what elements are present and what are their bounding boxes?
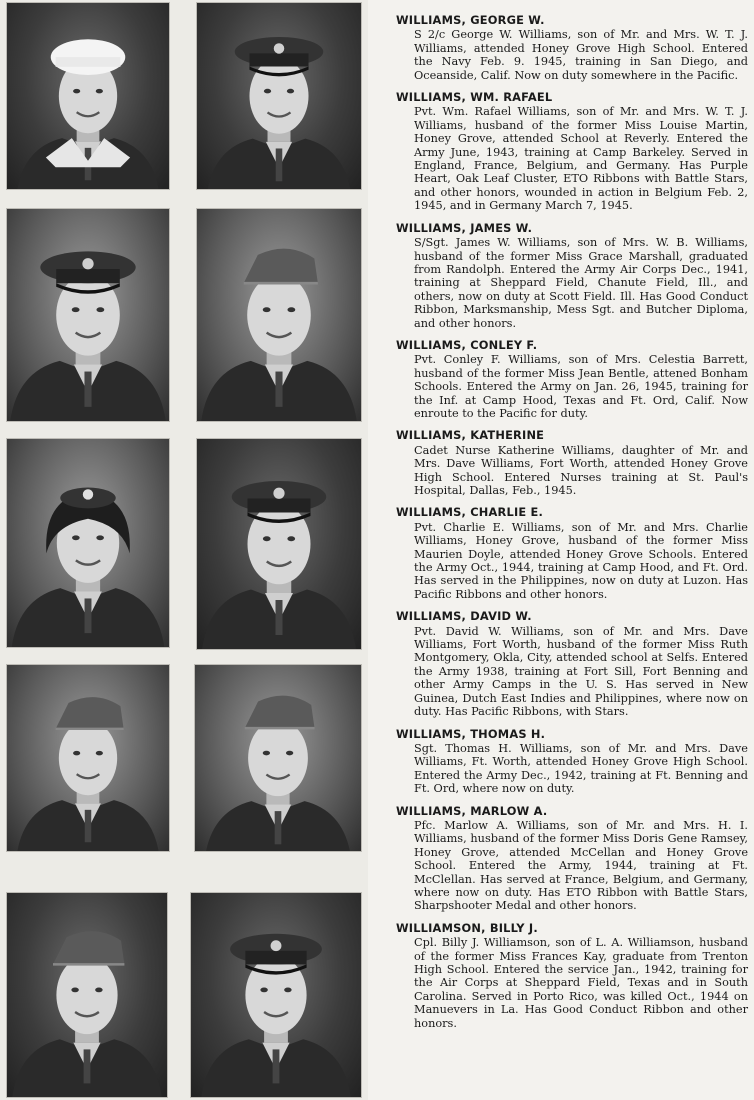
portrait-silhouette: [7, 3, 169, 189]
entry-bio: Pvt. Conley F. Williams, son of Mrs. Celestia Barrett, husband of the former Miss Jean Bentle, attened Bonham Schools. Entered the Army on Jan. 26, 1945, training for the Inf. at Camp Hood, Texas and Ft. Ord, Calif. Now enroute to the Pacific for duty.: [414, 353, 748, 420]
portrait-photo: [196, 208, 362, 422]
portrait-silhouette: [197, 209, 361, 421]
portrait-silhouette: [7, 209, 169, 421]
portrait-silhouette: [197, 439, 361, 649]
biography-entry: [392, 610, 748, 718]
biography-entry: [392, 339, 748, 420]
entry-bio: Sgt. Thomas H. Williams, son of Mr. and Mrs. Dave Williams, Ft. Worth, attended Honey Grove High School. Entered the Army Dec., 1942, training at Ft. Benning and Ft. Ord, where now on duty.: [414, 741, 748, 796]
entry-bio: Pvt. Wm. Rafael Williams, son of Mr. and Mrs. W. T. J. Williams, husband of the former Miss Louise Martin, Honey Grove, attended School at Reverly. Entered the Army June, 1943, training at Camp Barkeley. Served in England, France, Belgium, and Germany. Has Purple Heart, Oak Leaf Cluster, ETO Ribbons with Battle Stars, and other honors, wounded in action in Belgium Feb. 2, 1945, and in Germany March 7, 1945.: [414, 105, 748, 213]
biography-entry: [392, 429, 748, 497]
portrait-photo: [196, 438, 362, 650]
portrait-silhouette: [7, 439, 169, 647]
biography-entry: [392, 91, 748, 213]
entry-bio: Pfc. Marlow A. Williams, son of Mr. and Mrs. H. I. Williams, husband of the former Miss Doris Gene Ramsey, Honey Grove, attended McCellan and Honey Grove School. Entered the Army, 1944, training at Ft. McClellan. Has served at France, Belgium, and Germany, where now on duty. Has ETO Ribbon with Battle Stars, Sharpshooter Medal and other honors.: [414, 818, 748, 913]
entry-bio: S/Sgt. James W. Williams, son of Mrs. W. B. Williams, husband of the former Miss Grace Marshall, graduated from Randolph. Entered the Army Air Corps Dec., 1941, training at Sheppard Field, Chanute Field, Ill., and others, now on duty at Scott Field. Ill. Has Good Conduct Ribbon, Marksmanship, Mess Sgt. and Butcher Diploma, and other honors.: [414, 236, 748, 330]
portrait-photo: [6, 2, 170, 190]
photo-column: [0, 0, 368, 1100]
biography-entry: [392, 805, 748, 913]
biography-entry: [392, 506, 748, 601]
entry-bio: Pvt. David W. Williams, son of Mr. and Mrs. Dave Williams, Fort Worth, husband of the former Miss Ruth Montgomery, Okla, City, attended school at Selfs. Entered the Army 1938, training at Fort Sill, Fort Benning and other Army Camps in the U. S. Has served in New Guinea, Dutch East Indies and Philippines, where now on duty. Has Pacific Ribbons, with Stars.: [414, 624, 748, 719]
portrait-photo: [6, 664, 170, 852]
portrait-photo: [6, 892, 168, 1098]
entry-name: WILLIAMSON, BILLY J.: [396, 920, 538, 935]
portrait-photo: [6, 438, 170, 648]
entry-name: WILLIAMS, MARLOW A.: [396, 803, 548, 818]
portrait-silhouette: [195, 665, 361, 851]
biography-entry: [392, 14, 748, 82]
portrait-photo: [190, 892, 362, 1098]
portrait-photo: [196, 2, 362, 190]
entry-name: WILLIAMS, DAVID W.: [396, 609, 532, 624]
biography-entry: [392, 222, 748, 330]
portrait-silhouette: [197, 3, 361, 189]
entry-bio: Cadet Nurse Katherine Williams, daughter of Mr. and Mrs. Dave Williams, Fort Worth, attended Honey Grove High School. Entered Nurses training at St. Paul's Hospital, Dallas, Feb., 1945.: [414, 443, 748, 497]
portrait-silhouette: [191, 893, 361, 1097]
entry-name: WILLIAMS, KATHERINE: [396, 428, 545, 443]
entry-bio: S 2/c George W. Williams, son of Mr. and Mrs. W. T. J. Williams, attended Honey Grove High School. Entered the Navy Feb. 9. 1945, training in San Diego, and Oceanside, Calif. Now on duty somewhere in the Pacific.: [414, 28, 748, 82]
portrait-photo: [194, 664, 362, 852]
portrait-silhouette: [7, 665, 169, 851]
biography-list: [392, 14, 748, 1039]
entry-name: WILLIAMS, THOMAS H.: [396, 726, 546, 741]
biography-entry: [392, 728, 748, 796]
entry-name: WILLIAMS, CONLEY F.: [396, 337, 538, 352]
entry-name: WILLIAMS, CHARLIE E.: [396, 505, 544, 520]
entry-bio: Pvt. Charlie E. Williams, son of Mr. and Mrs. Charlie Williams, Honey Grove, husband of the former Miss Maurien Doyle, attended Honey Grove Schools. Entered the Army Oct., 1944, training at Camp Hood, and Ft. Ord. Has served in the Philippines, now on duty at Luzon. Has Pacific Ribbons and other honors.: [414, 520, 748, 601]
entry-name: WILLIAMS, GEORGE W.: [396, 13, 545, 27]
entry-name: WILLIAMS, JAMES W.: [396, 220, 533, 235]
portrait-photo: [6, 208, 170, 422]
entry-bio: Cpl. Billy J. Williamson, son of L. A. Williamson, husband of the former Miss Frances Kay, graduate from Trenton High School. Entered the service Jan., 1942, training for the Air Corps at Sheppard Field, Texas and in South Carolina. Served in Porto Rico, was killed Oct., 1944 on Manuevers in La. Has Good Conduct Ribbon and other honors.: [414, 936, 748, 1030]
portrait-silhouette: [7, 893, 167, 1097]
biography-entry: [392, 922, 748, 1030]
entry-name: WILLIAMS, WM. RAFAEL: [396, 90, 553, 105]
